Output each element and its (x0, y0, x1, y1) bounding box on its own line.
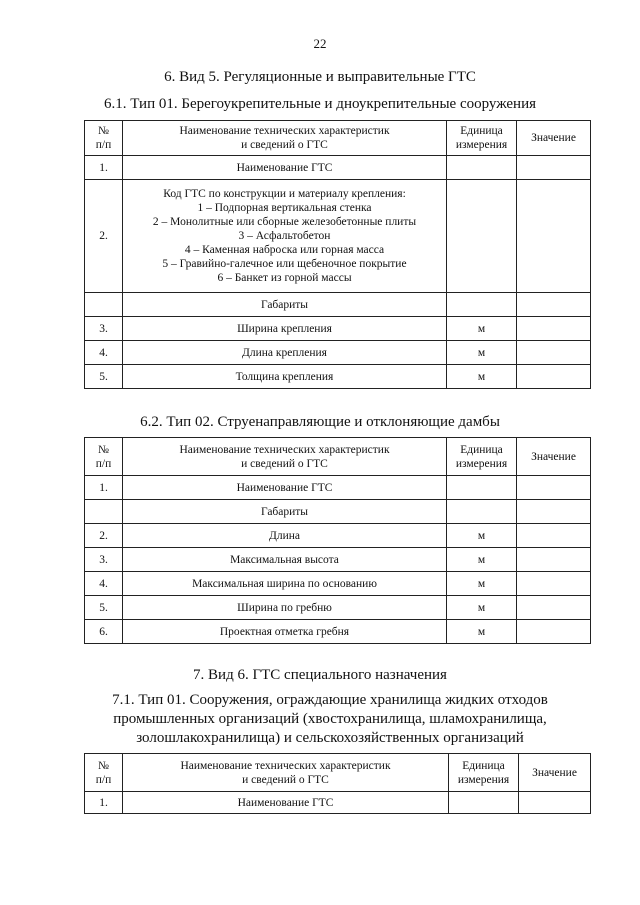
value-cell (517, 156, 591, 180)
col-unit-header: Единица измерения (449, 754, 519, 792)
value-cell (517, 317, 591, 341)
table-row: 4. Длина крепления м (85, 341, 591, 365)
col-value-header: Значение (517, 121, 591, 156)
table-row: 3. Максимальная высота м (85, 548, 591, 572)
section-7-heading: 7. Вид 6. ГТС специального назначения (193, 667, 447, 683)
table-header (85, 754, 591, 792)
section-7-1-heading: 7.1. Тип 01. Сооружения, ограждающие хранилища жидких отходов промышленных организаций (хвостохранилища, шламохранилища, золошлакохранилища) и сельскохозяйственных организаций (112, 692, 548, 746)
value-cell (517, 180, 591, 293)
table-row: Габариты (85, 500, 591, 524)
table-header (85, 121, 591, 156)
value-cell (517, 365, 591, 389)
table-6-2 (84, 437, 591, 644)
col-unit-header: Единица измерения (447, 121, 517, 156)
table-row: 2. Длина м (85, 524, 591, 548)
col-name-header: Наименование технических характеристик и сведений о ГТС (123, 121, 447, 156)
col-num-header: № п/п (85, 438, 123, 476)
value-cell (517, 476, 591, 500)
section-6-2-heading: 6.2. Тип 02. Струенаправляющие и отклоняющие дамбы (140, 414, 500, 430)
col-value-header: Значение (517, 438, 591, 476)
value-cell (517, 524, 591, 548)
col-num-header: № п/п (85, 121, 123, 156)
table-7-1 (84, 753, 591, 814)
table-row: 1. Наименование ГТС (85, 156, 591, 180)
col-num-header: № п/п (85, 754, 123, 792)
page-number: 22 (313, 36, 327, 51)
col-value-header: Значение (519, 754, 591, 792)
value-cell (517, 596, 591, 620)
col-name-header: Наименование технических характеристик и сведений о ГТС (123, 438, 447, 476)
value-cell (517, 548, 591, 572)
value-cell (517, 500, 591, 524)
table-row: 5. Толщина крепления м (85, 365, 591, 389)
table-row: 3. Ширина крепления м (85, 317, 591, 341)
table-row: 1. Наименование ГТС (85, 476, 591, 500)
table-row: 5. Ширина по гребню м (85, 596, 591, 620)
value-cell (517, 341, 591, 365)
table-row: 2. Код ГТС по конструкции и материалу крепления: 1 – Подпорная вертикальная стенка 2 – Монолитные или сборные железобетонные плиты 3 – Асфальтобетон 4 – Каменная наброска или горная масса 5 – Гравийно-галечное или щебеночное покрытие 6 – Банкет из горной массы (85, 180, 591, 293)
section-6-1-heading: 6.1. Тип 01. Берегоукрепительные и дноукрепительные сооружения (104, 96, 536, 112)
table-header (85, 438, 591, 476)
col-name-header: Наименование технических характеристик и сведений о ГТС (123, 754, 449, 792)
value-cell (517, 620, 591, 644)
col-unit-header: Единица измерения (447, 438, 517, 476)
table-row: 6. Проектная отметка гребня м (85, 620, 591, 644)
value-cell (517, 293, 591, 317)
table-row: 1. Наименование ГТС (85, 792, 591, 814)
value-cell (517, 572, 591, 596)
table-row: Габариты (85, 293, 591, 317)
value-cell (519, 792, 591, 814)
code-list: Код ГТС по конструкции и материалу крепления: 1 – Подпорная вертикальная стенка 2 – Монолитные или сборные железобетонные плиты 3 – Асфальтобетон 4 – Каменная наброска или горная масса 5 – Гравийно-галечное или щебеночное покрытие 6 – Банкет из горной массы (123, 180, 447, 293)
table-6-1 (84, 120, 591, 389)
section-6-heading: 6. Вид 5. Регуляционные и выправительные ГТС (164, 69, 476, 85)
table-row: 4. Максимальная ширина по основанию м (85, 572, 591, 596)
